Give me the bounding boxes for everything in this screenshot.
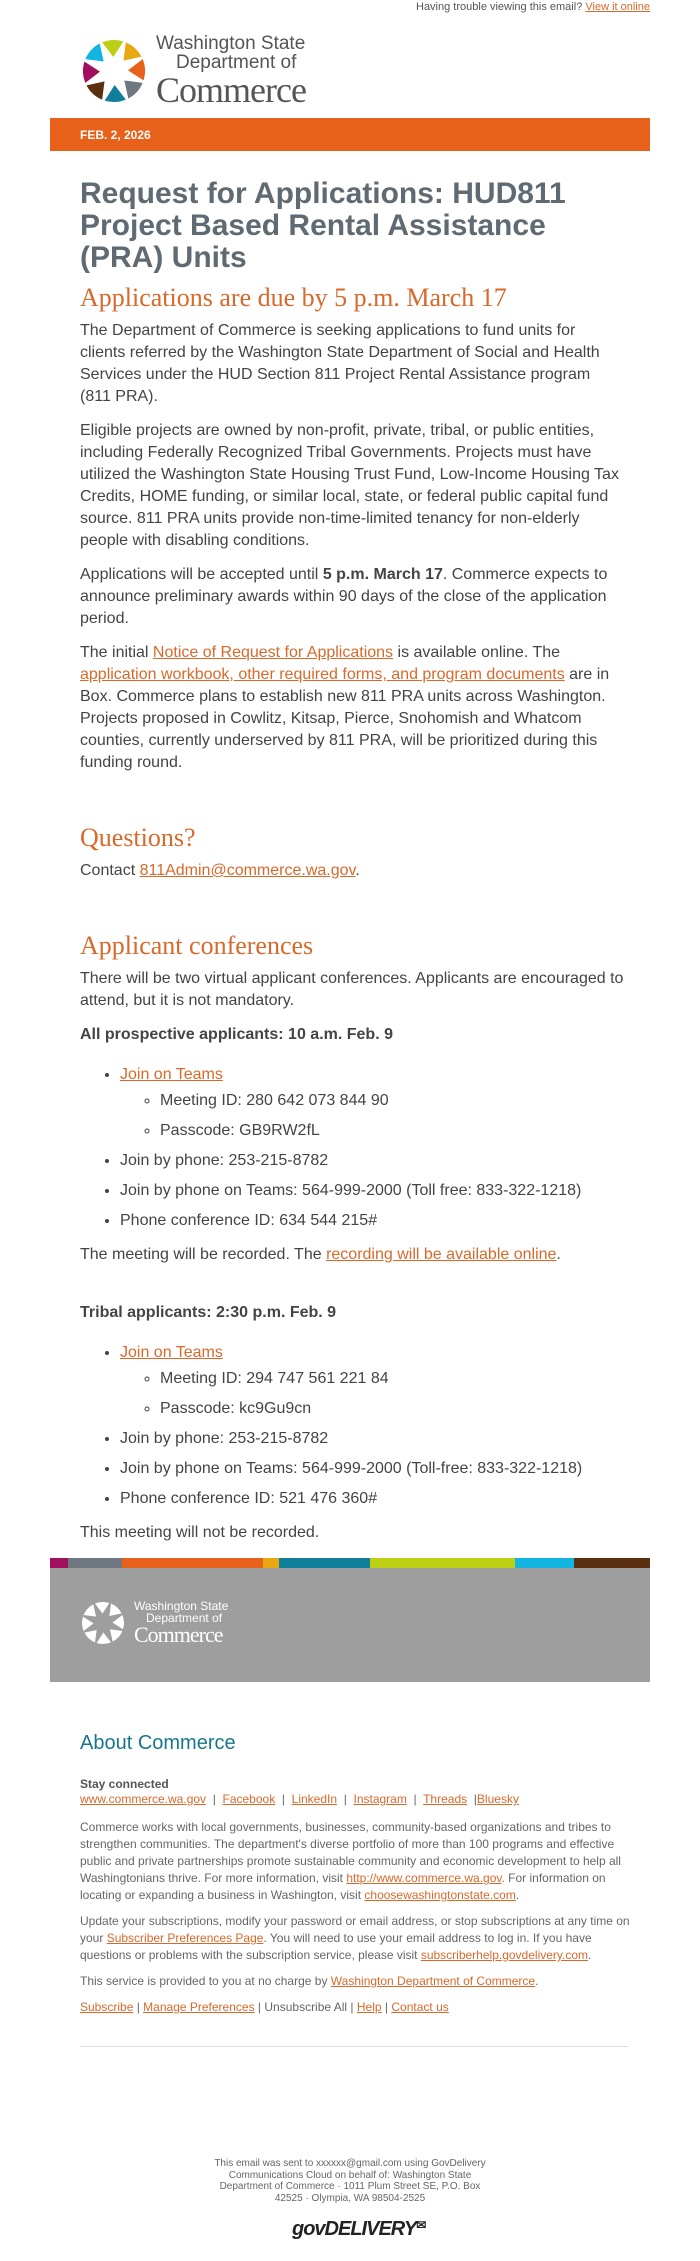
recording-link[interactable]: recording will be available online xyxy=(326,1246,557,1263)
about-description: Commerce works with local governments, businesses, community-based organizations and tribes to strengthen communities. The department's diverse portfolio of more than 100 programs and effective public and private partnerships promote sustainable community and economic development to help all Washingtonians thrive. For more information, visit http://www.commerce.wa.gov. For information on locating or expanding a business in Washington, visit choosewashingtonstate.com. xyxy=(80,1820,621,1902)
session-title: All prospective applicants: 10 a.m. Feb. 9 xyxy=(80,1026,393,1043)
page-title: Request for Applications: HUD811 Project Based Rental Assistance (PRA) Units xyxy=(80,177,566,274)
trouble-text: Having trouble viewing this email? xyxy=(416,1,583,13)
no-recording-note: This meeting will not be recorded. xyxy=(80,1524,320,1541)
questions-heading: Questions? xyxy=(80,823,196,852)
manage-preferences-link[interactable]: Manage Preferences xyxy=(143,2000,255,2014)
contact-paragraph: Contact 811Admin@commerce.wa.gov. xyxy=(80,862,360,879)
logo-petal xyxy=(95,1602,109,1614)
logo-petal xyxy=(84,1604,96,1616)
stay-connected-label: Stay connected xyxy=(80,1777,169,1791)
subscription-info: Update your subscriptions, modify your password or email address, or stop subscriptions at any time on your Subscriber Preferences Page. You will need to use your email address to log in. If you have questions or problems with the subscription service, please visit subscriberhelp.govdelivery.com. xyxy=(80,1914,630,1962)
view-online-bar xyxy=(416,1,650,13)
teams-phone: • Join by phone on Teams: 564-999-2000 (Toll free: 833-322-1218) xyxy=(120,1180,625,1202)
notice-link[interactable]: Notice of Request for Applications xyxy=(152,644,394,661)
conference-id: • Phone conference ID: 634 544 215# xyxy=(120,1210,625,1232)
about-section xyxy=(80,1732,630,2025)
email-link[interactable]: 811Admin@commerce.wa.gov xyxy=(139,862,356,879)
logo-line3: Commerce xyxy=(156,70,306,110)
commerce-url-link[interactable]: http://www.commerce.wa.gov xyxy=(346,1871,502,1885)
about-heading: About Commerce xyxy=(80,1732,236,1754)
logo-petal xyxy=(110,1629,122,1641)
website-link[interactable]: www.commerce.wa.gov xyxy=(80,1792,207,1806)
color-bar xyxy=(50,1558,650,1568)
session-title: Tribal applicants: 2:30 p.m. Feb. 9 xyxy=(80,1304,337,1321)
bluesky-link[interactable]: Bluesky xyxy=(476,1792,519,1806)
footer-banner xyxy=(50,1568,650,1682)
sent-to-notice: This email was sent to xxxxxx@gmail.com using GovDelivery Communications Cloud on behalf of: Washington State Department of Commerce · 1011 Plum Street SE, P.O. Box 42525 · Olympia, WA 98504-2525 xyxy=(214,2158,486,2204)
join-teams-link[interactable]: Join on Teams xyxy=(120,1066,223,1083)
documents-paragraph: The initial Notice of Request for Applications is available online. The application workbook, other required forms, and program documents are in Box. Commerce plans to establish new 811 PRA units across Washington. Projects proposed in Cowlitz, Kitsap, Pierce, Snohomish and Whatcom counties, currently underserved by 811 PRA, will be prioritized during this funding round. xyxy=(80,644,610,771)
passcode: ◦ Passcode: GB9RW2fL xyxy=(160,1120,625,1142)
threads-link[interactable]: Threads xyxy=(423,1792,468,1806)
logo-petal xyxy=(87,81,105,99)
logo-line2: Department of xyxy=(176,52,297,73)
commerce-logo xyxy=(80,34,306,108)
logo-petal xyxy=(102,40,123,57)
logo-petal xyxy=(97,1632,111,1644)
subscriber-preferences-link[interactable]: Subscriber Preferences Page xyxy=(106,1931,264,1945)
view-online-link[interactable]: View it online xyxy=(585,1,650,13)
footer-logo: Washington State Department of Commerce xyxy=(80,1600,228,1646)
logo-petal xyxy=(105,85,126,102)
documents-link[interactable]: application workbook, other required forms, and program documents xyxy=(80,666,565,683)
conferences-heading: Applicant conferences xyxy=(80,931,314,960)
logo-petal xyxy=(84,1630,96,1642)
help-link[interactable]: Help xyxy=(356,2000,382,2014)
color-bar-segment xyxy=(50,1558,68,1568)
service-note: This service is provided to you at no charge by Washington Department of Commerce. xyxy=(80,1974,539,1988)
facebook-link[interactable]: Facebook xyxy=(222,1792,276,1806)
color-bar-segment xyxy=(574,1558,650,1568)
unsubscribe-all[interactable]: Unsubscribe All xyxy=(264,2000,348,2014)
govdelivery-logo: govDELIVERY✉ xyxy=(292,2218,426,2240)
subscribe-link[interactable]: Subscribe xyxy=(80,2000,134,2014)
conference-id: • Phone conference ID: 521 476 360# xyxy=(120,1488,625,1510)
meeting-id: ◦ Meeting ID: 280 642 073 844 90 xyxy=(160,1090,625,1112)
logo-petal xyxy=(82,1617,94,1631)
logo-line1: Washington State xyxy=(156,33,306,54)
intro-paragraph: The Department of Commerce is seeking applications to fund units for clients referred by the Washington State Department of Social and Health Services under the HUD Section 811 Project Rental Assistance program (811 PRA). xyxy=(80,322,600,405)
deadline-paragraph: Applications will be accepted until 5 p.m. March 17. Commerce expects to announce preliminary awards within 90 days of the close of the application period. xyxy=(80,566,608,627)
choosewa-link[interactable]: choosewashingtonstate.com xyxy=(364,1888,516,1902)
divider xyxy=(80,2046,628,2047)
color-bar-segment xyxy=(279,1558,370,1568)
commerce-star-icon xyxy=(80,37,148,105)
contact-us-link[interactable]: Contact us xyxy=(391,2000,449,2014)
session-details xyxy=(120,1342,625,1510)
commerce-link[interactable]: Washington Department of Commerce xyxy=(330,1974,536,1988)
meeting-id: ◦ Meeting ID: 294 747 561 221 84 xyxy=(160,1368,625,1390)
due-date-heading: Applications are due by 5 p.m. March 17 xyxy=(80,283,507,312)
logo-petal xyxy=(109,1604,121,1616)
teams-phone: • Join by phone on Teams: 564-999-2000 (Toll-free: 833-322-1218) xyxy=(120,1458,625,1480)
session-details xyxy=(120,1064,625,1232)
logo-petal xyxy=(112,1615,124,1629)
subscriber-help-link[interactable]: subscriberhelp.govdelivery.com xyxy=(420,1948,589,1962)
phone: • Join by phone: 253-215-8782 xyxy=(120,1428,625,1450)
logo-petal xyxy=(128,59,145,80)
footer-links: Subscribe | Manage Preferences | Unsubscribe All | Help | Contact us xyxy=(80,2000,449,2014)
main-content xyxy=(80,178,625,1556)
color-bar-segment xyxy=(68,1558,122,1568)
logo-petal xyxy=(124,80,142,98)
join-teams-link[interactable]: Join on Teams xyxy=(120,1344,223,1361)
instagram-link[interactable]: Instagram xyxy=(353,1792,407,1806)
recording-note: The meeting will be recorded. The recording will be available online. xyxy=(80,1246,561,1263)
color-bar-segment xyxy=(370,1558,515,1568)
passcode: ◦ Passcode: kc9Gu9cn xyxy=(160,1398,625,1420)
date-bar: FEB. 2, 2026 xyxy=(50,118,650,151)
envelope-icon: ✉ xyxy=(416,2218,426,2232)
eligibility-paragraph: Eligible projects are owned by non-profit, private, tribal, or public entities, including Federally Recognized Tribal Governments. Projects must have utilized the Washington State Housing Trust Fund, Low-Income Housing Tax Credits, HOME funding, or similar local, state, or federal public capital fund source. 811 PRA units provide non-time-limited tenancy for non-elderly people with disabling conditions. xyxy=(80,422,619,549)
conferences-intro: There will be two virtual applicant conferences. Applicants are encouraged to attend, but it is not mandatory. xyxy=(80,970,624,1009)
social-links: www.commerce.wa.gov | Facebook | LinkedIn | Instagram | Threads |Bluesky xyxy=(80,1792,519,1806)
logo-petal xyxy=(123,42,141,60)
logo-petal xyxy=(83,62,100,83)
phone: • Join by phone: 253-215-8782 xyxy=(120,1150,625,1172)
commerce-star-white-icon xyxy=(80,1600,126,1646)
color-bar-segment xyxy=(263,1558,279,1568)
logo-petal xyxy=(85,44,103,62)
linkedin-link[interactable]: LinkedIn xyxy=(291,1792,338,1806)
color-bar-segment xyxy=(515,1558,574,1568)
color-bar-segment xyxy=(122,1558,263,1568)
